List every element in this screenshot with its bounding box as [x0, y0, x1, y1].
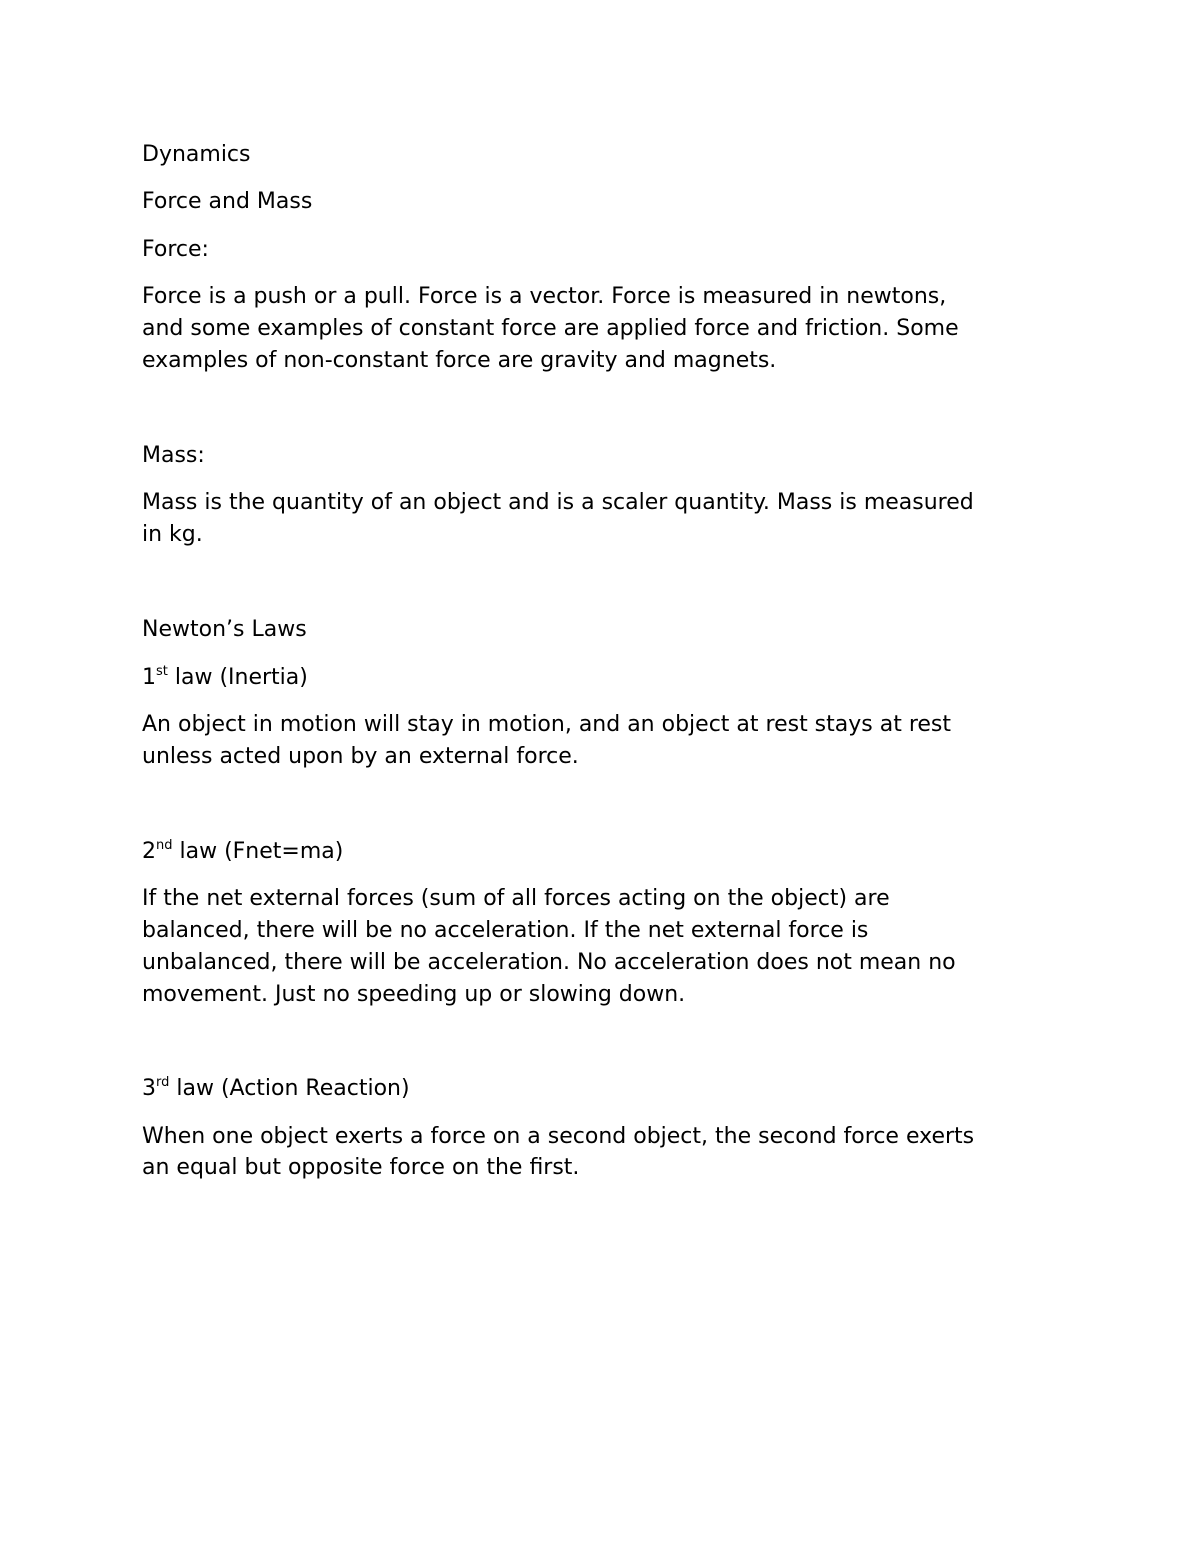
third-law-number: 3	[142, 1076, 156, 1101]
second-law-number: 2	[142, 839, 156, 864]
mass-paragraph-line: Mass is the quantity of an object and is a scaler quantity. Mass is measured	[142, 490, 974, 515]
third-law-label: law (Action Reaction)	[169, 1076, 410, 1101]
first-law-ordinal-suffix: st	[156, 663, 168, 679]
mass-paragraph-line: in kg.	[142, 522, 203, 547]
first-law-label: law (Inertia)	[167, 665, 308, 690]
newtons-laws-heading: Newton’s Laws	[142, 617, 307, 642]
force-paragraph-line: examples of non-constant force are gravity and magnets.	[142, 348, 777, 373]
document-title: Dynamics	[142, 142, 251, 167]
second-law-paragraph-line: unbalanced, there will be acceleration. No acceleration does not mean no	[142, 950, 956, 975]
third-law-ordinal-suffix: rd	[156, 1074, 170, 1090]
second-law-paragraph-line: movement. Just no speeding up or slowing down.	[142, 982, 686, 1007]
first-law-number: 1	[142, 665, 156, 690]
force-heading: Force:	[142, 237, 209, 262]
third-law-heading	[142, 1073, 410, 1105]
first-law-heading	[142, 662, 308, 694]
mass-heading: Mass:	[142, 443, 205, 468]
third-law-paragraph-line: an equal but opposite force on the first.	[142, 1155, 580, 1180]
second-law-paragraph-line: balanced, there will be no acceleration. If the net external force is	[142, 918, 869, 943]
first-law-paragraph-line: unless acted upon by an external force.	[142, 744, 579, 769]
third-law-paragraph-line: When one object exerts a force on a second object, the second force exerts	[142, 1124, 975, 1149]
second-law-paragraph-line: If the net external forces (sum of all forces acting on the object) are	[142, 886, 890, 911]
first-law-paragraph-line: An object in motion will stay in motion, and an object at rest stays at rest	[142, 712, 952, 737]
document-subtitle: Force and Mass	[142, 189, 313, 214]
force-paragraph-line: and some examples of constant force are applied force and friction. Some	[142, 316, 959, 341]
second-law-label: law (Fnet=ma)	[172, 839, 344, 864]
second-law-heading	[142, 836, 343, 868]
second-law-ordinal-suffix: nd	[156, 837, 173, 853]
force-paragraph-line: Force is a push or a pull. Force is a vector. Force is measured in newtons,	[142, 284, 947, 309]
